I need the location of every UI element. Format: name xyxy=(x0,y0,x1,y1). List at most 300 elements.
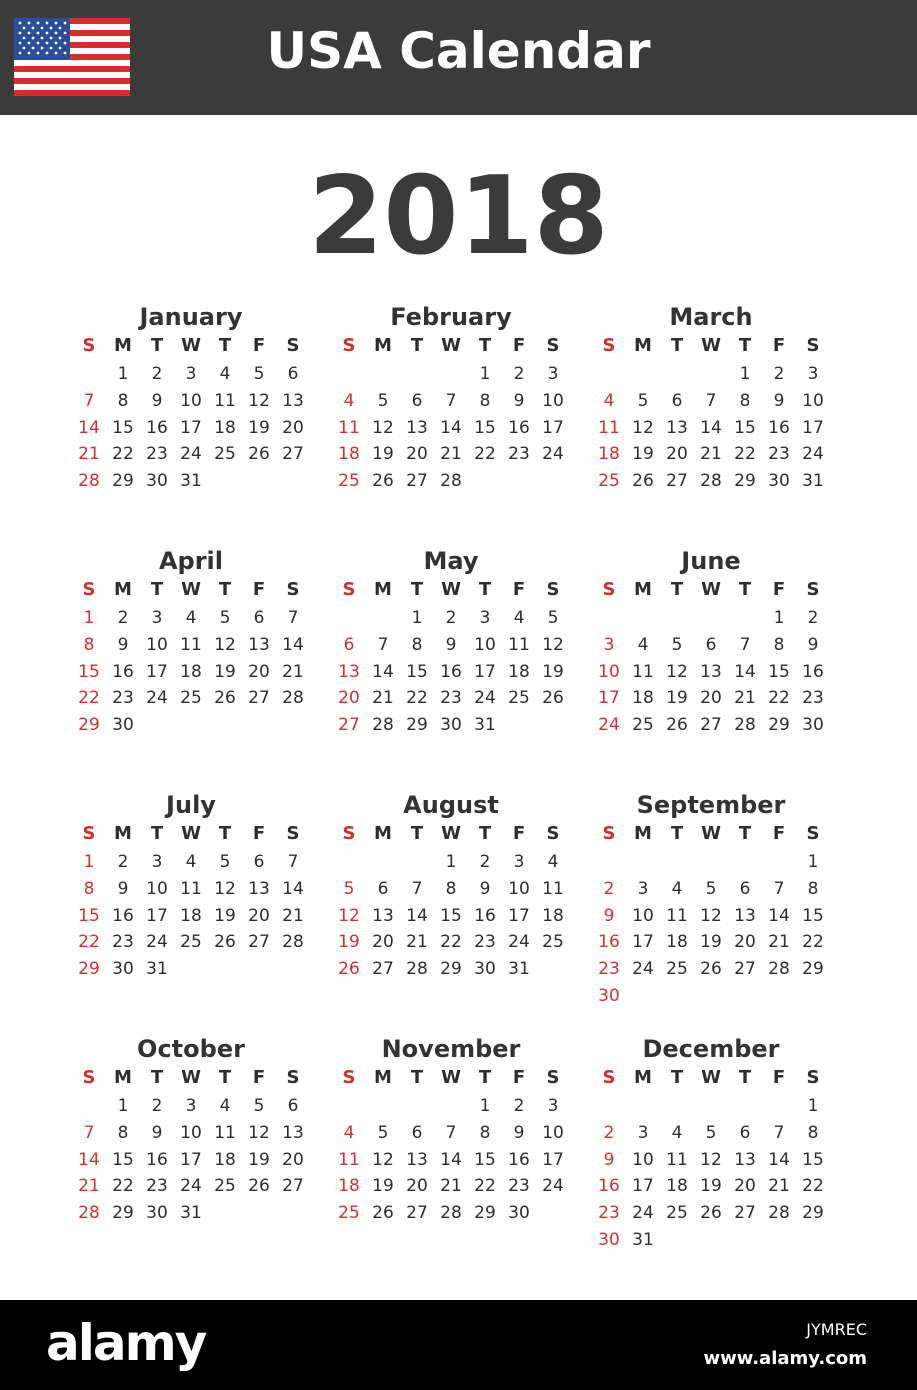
header-bar xyxy=(0,0,917,115)
day-cell: 8 xyxy=(445,878,457,899)
day-cell: 27 xyxy=(734,959,756,980)
day-cell: 10 xyxy=(146,634,168,655)
day-cell: 16 xyxy=(598,1176,620,1197)
weekday-header: S xyxy=(602,335,616,356)
day-cell: 26 xyxy=(632,471,654,492)
day-cell: 30 xyxy=(768,471,790,492)
day-cell: 14 xyxy=(768,905,790,926)
day-cell: 29 xyxy=(440,959,462,980)
weekday-header: S xyxy=(286,823,300,844)
day-cell: 15 xyxy=(802,1149,824,1170)
day-cell: 8 xyxy=(117,390,129,411)
day-cell: 27 xyxy=(666,471,688,492)
day-cell: 1 xyxy=(117,1096,129,1116)
day-cell: 2 xyxy=(807,608,819,628)
day-cell: 25 xyxy=(666,959,688,980)
day-cell: 18 xyxy=(598,444,620,465)
day-cell: 24 xyxy=(474,688,496,709)
day-cell: 7 xyxy=(773,1122,785,1143)
day-cell: 12 xyxy=(248,1122,270,1143)
page-title: USA Calendar xyxy=(266,22,651,80)
empty-day xyxy=(72,1093,106,1120)
day-cell: 7 xyxy=(287,608,299,628)
day-cell: 21 xyxy=(406,932,428,953)
weekday-header: F xyxy=(252,1067,266,1088)
day-cell: 7 xyxy=(705,390,717,411)
day-cell: 23 xyxy=(474,932,496,953)
day-cell: 20 xyxy=(372,932,394,953)
day-cell: 23 xyxy=(146,1176,168,1197)
weekday-header: M xyxy=(634,579,652,600)
day-cell: 28 xyxy=(282,932,304,953)
day-cell: 7 xyxy=(411,878,423,899)
day-cell: 7 xyxy=(287,852,299,872)
day-cell: 18 xyxy=(632,688,654,709)
day-cell: 27 xyxy=(372,959,394,980)
day-cell: 25 xyxy=(508,688,530,709)
empty-day xyxy=(694,605,728,632)
day-grid xyxy=(332,331,570,495)
day-cell: 16 xyxy=(112,905,134,926)
day-cell: 13 xyxy=(406,1149,428,1170)
weekday-header: T xyxy=(410,579,424,600)
day-cell: 2 xyxy=(151,1096,163,1116)
day-cell: 30 xyxy=(508,1203,530,1224)
day-cell: 13 xyxy=(338,661,360,682)
weekday-header: S xyxy=(342,823,356,844)
day-cell: 26 xyxy=(248,444,270,465)
day-cell: 13 xyxy=(282,1122,304,1143)
weekday-header: S xyxy=(806,1067,820,1088)
day-cell: 24 xyxy=(542,444,564,465)
day-cell: 30 xyxy=(146,1203,168,1224)
day-cell: 11 xyxy=(542,878,564,899)
day-cell: 29 xyxy=(112,1203,134,1224)
day-cell: 6 xyxy=(705,634,717,655)
day-cell: 8 xyxy=(411,634,423,655)
weekday-header: W xyxy=(181,579,201,600)
empty-day xyxy=(366,1093,400,1120)
day-cell: 25 xyxy=(214,1176,236,1197)
weekday-header: S xyxy=(602,1067,616,1088)
weekday-header: S xyxy=(546,823,560,844)
empty-day xyxy=(694,1093,728,1120)
weekday-header: W xyxy=(701,579,721,600)
day-cell: 19 xyxy=(214,905,236,926)
empty-day xyxy=(626,1093,660,1120)
day-cell: 8 xyxy=(117,1122,129,1143)
day-cell: 26 xyxy=(372,471,394,492)
day-grid xyxy=(592,331,830,495)
weekday-header: T xyxy=(218,335,232,356)
weekday-header: M xyxy=(634,1067,652,1088)
day-cell: 19 xyxy=(542,661,564,682)
day-cell: 8 xyxy=(739,390,751,411)
day-cell: 16 xyxy=(508,417,530,438)
day-cell: 22 xyxy=(406,688,428,709)
empty-day xyxy=(332,1093,366,1120)
day-cell: 31 xyxy=(508,959,530,980)
day-grid xyxy=(332,819,570,983)
month-name: November xyxy=(381,1035,521,1063)
day-cell: 31 xyxy=(632,1229,654,1250)
day-cell: 10 xyxy=(632,905,654,926)
weekday-header: T xyxy=(478,335,492,356)
day-cell: 31 xyxy=(180,1203,202,1224)
day-cell: 20 xyxy=(666,444,688,465)
day-cell: 1 xyxy=(479,1096,491,1116)
day-cell: 10 xyxy=(146,878,168,899)
day-cell: 24 xyxy=(508,932,530,953)
day-cell: 10 xyxy=(180,1122,202,1143)
day-cell: 24 xyxy=(542,1176,564,1197)
day-cell: 9 xyxy=(603,1149,615,1170)
weekday-header: W xyxy=(701,1067,721,1088)
day-cell: 1 xyxy=(83,608,95,628)
weekday-header: W xyxy=(441,823,461,844)
day-cell: 20 xyxy=(406,1176,428,1197)
day-cell: 10 xyxy=(632,1149,654,1170)
day-cell: 10 xyxy=(474,634,496,655)
day-cell: 26 xyxy=(700,1203,722,1224)
day-cell: 30 xyxy=(802,715,824,736)
weekday-header: M xyxy=(634,823,652,844)
day-cell: 22 xyxy=(734,444,756,465)
day-cell: 1 xyxy=(807,1096,819,1116)
day-cell: 21 xyxy=(282,661,304,682)
empty-day xyxy=(592,849,626,876)
day-cell: 10 xyxy=(598,661,620,682)
day-cell: 17 xyxy=(146,905,168,926)
day-cell: 4 xyxy=(343,390,355,411)
day-cell: 18 xyxy=(338,1176,360,1197)
day-cell: 12 xyxy=(214,634,236,655)
day-cell: 5 xyxy=(253,1096,265,1116)
day-cell: 30 xyxy=(598,1229,620,1250)
day-cell: 29 xyxy=(474,1203,496,1224)
day-cell: 10 xyxy=(542,1122,564,1143)
day-grid xyxy=(72,819,310,983)
day-cell: 12 xyxy=(214,878,236,899)
day-cell: 12 xyxy=(700,1149,722,1170)
day-cell: 12 xyxy=(700,905,722,926)
day-cell: 7 xyxy=(83,1122,95,1143)
weekday-header: T xyxy=(478,1067,492,1088)
day-cell: 29 xyxy=(112,471,134,492)
weekday-header: F xyxy=(512,335,526,356)
day-cell: 24 xyxy=(632,1203,654,1224)
day-cell: 1 xyxy=(807,852,819,872)
day-cell: 18 xyxy=(214,417,236,438)
day-cell: 23 xyxy=(768,444,790,465)
day-cell: 13 xyxy=(248,634,270,655)
day-cell: 12 xyxy=(542,634,564,655)
day-cell: 29 xyxy=(768,715,790,736)
day-cell: 25 xyxy=(214,444,236,465)
day-cell: 11 xyxy=(180,878,202,899)
weekday-header: W xyxy=(441,1067,461,1088)
day-cell: 2 xyxy=(513,364,525,384)
day-cell: 26 xyxy=(666,715,688,736)
day-cell: 20 xyxy=(406,444,428,465)
day-cell: 8 xyxy=(773,634,785,655)
month-name: March xyxy=(669,303,753,331)
day-cell: 21 xyxy=(700,444,722,465)
day-cell: 6 xyxy=(411,390,423,411)
weekday-header: S xyxy=(286,335,300,356)
empty-day xyxy=(762,849,796,876)
day-cell: 4 xyxy=(185,608,197,628)
day-cell: 12 xyxy=(338,905,360,926)
day-cell: 11 xyxy=(508,634,530,655)
image-code: JYMREC xyxy=(806,1320,867,1339)
day-cell: 24 xyxy=(632,959,654,980)
day-cell: 24 xyxy=(802,444,824,465)
weekday-header: F xyxy=(252,823,266,844)
day-cell: 5 xyxy=(343,878,355,899)
weekday-header: T xyxy=(738,579,752,600)
day-cell: 16 xyxy=(508,1149,530,1170)
day-cell: 1 xyxy=(773,608,785,628)
day-cell: 23 xyxy=(598,1203,620,1224)
day-cell: 3 xyxy=(151,852,163,872)
day-cell: 27 xyxy=(282,1176,304,1197)
day-cell: 15 xyxy=(78,905,100,926)
weekday-header: T xyxy=(410,335,424,356)
day-cell: 28 xyxy=(406,959,428,980)
day-cell: 6 xyxy=(253,608,265,628)
month-name: April xyxy=(158,547,224,575)
empty-day xyxy=(332,849,366,876)
weekday-header: S xyxy=(806,579,820,600)
weekday-header: M xyxy=(634,335,652,356)
weekday-header: T xyxy=(410,1067,424,1088)
weekday-header: F xyxy=(252,335,266,356)
day-cell: 3 xyxy=(185,364,197,384)
day-cell: 22 xyxy=(474,1176,496,1197)
empty-day xyxy=(72,361,106,388)
day-cell: 29 xyxy=(406,715,428,736)
weekday-header: W xyxy=(441,579,461,600)
weekday-header: T xyxy=(670,335,684,356)
day-cell: 19 xyxy=(338,932,360,953)
day-cell: 11 xyxy=(632,661,654,682)
weekday-header: S xyxy=(806,823,820,844)
day-cell: 14 xyxy=(78,1149,100,1170)
weekday-header: S xyxy=(546,335,560,356)
day-cell: 3 xyxy=(547,1096,559,1116)
day-cell: 20 xyxy=(700,688,722,709)
day-cell: 26 xyxy=(542,688,564,709)
weekday-header: T xyxy=(150,579,164,600)
day-cell: 18 xyxy=(666,1176,688,1197)
empty-day xyxy=(592,1093,626,1120)
day-cell: 17 xyxy=(146,661,168,682)
weekday-header: T xyxy=(738,1067,752,1088)
day-cell: 17 xyxy=(180,1149,202,1170)
day-cell: 11 xyxy=(214,390,236,411)
weekday-header: F xyxy=(772,1067,786,1088)
weekday-header: T xyxy=(410,823,424,844)
day-cell: 24 xyxy=(180,444,202,465)
empty-day xyxy=(434,1093,468,1120)
day-cell: 5 xyxy=(671,634,683,655)
day-cell: 6 xyxy=(671,390,683,411)
day-cell: 24 xyxy=(598,715,620,736)
day-cell: 1 xyxy=(411,608,423,628)
day-cell: 1 xyxy=(445,852,457,872)
day-cell: 16 xyxy=(802,661,824,682)
day-cell: 23 xyxy=(440,688,462,709)
empty-day xyxy=(434,361,468,388)
day-cell: 29 xyxy=(78,959,100,980)
day-cell: 5 xyxy=(637,390,649,411)
day-cell: 16 xyxy=(440,661,462,682)
day-cell: 9 xyxy=(151,390,163,411)
alamy-logo: alamy xyxy=(46,1314,206,1372)
day-cell: 18 xyxy=(214,1149,236,1170)
day-cell: 26 xyxy=(214,688,236,709)
day-cell: 11 xyxy=(598,417,620,438)
day-cell: 28 xyxy=(78,471,100,492)
day-cell: 27 xyxy=(700,715,722,736)
weekday-header: W xyxy=(181,1067,201,1088)
day-cell: 21 xyxy=(768,932,790,953)
day-cell: 16 xyxy=(146,417,168,438)
empty-day xyxy=(728,849,762,876)
day-cell: 1 xyxy=(117,364,129,384)
day-cell: 9 xyxy=(513,390,525,411)
day-cell: 31 xyxy=(146,959,168,980)
day-cell: 19 xyxy=(666,688,688,709)
day-cell: 2 xyxy=(773,364,785,384)
day-cell: 17 xyxy=(632,1176,654,1197)
day-cell: 21 xyxy=(372,688,394,709)
day-cell: 25 xyxy=(180,932,202,953)
day-cell: 27 xyxy=(248,932,270,953)
day-grid xyxy=(332,575,570,739)
day-cell: 27 xyxy=(734,1203,756,1224)
month-name: May xyxy=(423,547,479,575)
day-grid xyxy=(592,575,830,739)
weekday-header: F xyxy=(772,335,786,356)
day-cell: 23 xyxy=(802,688,824,709)
month-name: February xyxy=(390,303,512,331)
day-cell: 24 xyxy=(146,688,168,709)
day-cell: 28 xyxy=(282,688,304,709)
empty-day xyxy=(626,849,660,876)
weekday-header: M xyxy=(374,1067,392,1088)
day-cell: 15 xyxy=(78,661,100,682)
day-cell: 15 xyxy=(440,905,462,926)
day-cell: 31 xyxy=(180,471,202,492)
day-cell: 20 xyxy=(282,417,304,438)
weekday-header: F xyxy=(512,1067,526,1088)
year-heading: 2018 xyxy=(308,154,609,279)
weekday-header: S xyxy=(602,579,616,600)
day-grid xyxy=(332,1063,570,1227)
day-cell: 21 xyxy=(734,688,756,709)
day-cell: 22 xyxy=(78,932,100,953)
day-cell: 14 xyxy=(734,661,756,682)
empty-day xyxy=(332,361,366,388)
day-cell: 29 xyxy=(802,959,824,980)
day-cell: 22 xyxy=(112,444,134,465)
empty-day xyxy=(400,1093,434,1120)
day-cell: 27 xyxy=(282,444,304,465)
weekday-header: F xyxy=(512,579,526,600)
weekday-header: W xyxy=(701,823,721,844)
day-cell: 11 xyxy=(666,905,688,926)
day-cell: 5 xyxy=(253,364,265,384)
day-cell: 12 xyxy=(632,417,654,438)
day-cell: 21 xyxy=(78,444,100,465)
day-cell: 13 xyxy=(734,1149,756,1170)
empty-day xyxy=(592,605,626,632)
day-cell: 30 xyxy=(112,959,134,980)
day-cell: 16 xyxy=(146,1149,168,1170)
day-cell: 4 xyxy=(637,634,649,655)
day-cell: 25 xyxy=(338,1203,360,1224)
day-cell: 12 xyxy=(248,390,270,411)
day-cell: 26 xyxy=(214,932,236,953)
day-cell: 4 xyxy=(343,1122,355,1143)
day-cell: 26 xyxy=(700,959,722,980)
day-cell: 28 xyxy=(768,959,790,980)
day-cell: 30 xyxy=(112,715,134,736)
weekday-header: F xyxy=(772,823,786,844)
weekday-header: M xyxy=(374,335,392,356)
day-cell: 13 xyxy=(248,878,270,899)
day-cell: 5 xyxy=(219,852,231,872)
day-cell: 3 xyxy=(185,1096,197,1116)
day-cell: 20 xyxy=(734,932,756,953)
day-cell: 28 xyxy=(768,1203,790,1224)
day-cell: 27 xyxy=(406,471,428,492)
weekday-header: F xyxy=(252,579,266,600)
day-cell: 3 xyxy=(151,608,163,628)
empty-day xyxy=(728,605,762,632)
day-cell: 19 xyxy=(214,661,236,682)
empty-day xyxy=(762,1093,796,1120)
day-grid xyxy=(72,331,310,495)
day-cell: 7 xyxy=(773,878,785,899)
month-name: December xyxy=(642,1035,780,1063)
weekday-header: S xyxy=(546,1067,560,1088)
day-cell: 19 xyxy=(632,444,654,465)
day-cell: 9 xyxy=(513,1122,525,1143)
day-cell: 14 xyxy=(78,417,100,438)
day-grid xyxy=(592,1063,830,1254)
weekday-header: M xyxy=(114,1067,132,1088)
day-cell: 9 xyxy=(117,878,129,899)
day-cell: 3 xyxy=(637,1122,649,1143)
day-cell: 11 xyxy=(338,417,360,438)
day-cell: 13 xyxy=(372,905,394,926)
weekday-header: S xyxy=(546,579,560,600)
day-cell: 22 xyxy=(802,932,824,953)
day-cell: 8 xyxy=(479,1122,491,1143)
day-cell: 25 xyxy=(632,715,654,736)
day-cell: 20 xyxy=(282,1149,304,1170)
day-cell: 2 xyxy=(117,608,129,628)
weekday-header: S xyxy=(82,335,96,356)
day-cell: 5 xyxy=(705,878,717,899)
day-cell: 10 xyxy=(180,390,202,411)
day-cell: 4 xyxy=(671,1122,683,1143)
day-cell: 18 xyxy=(338,444,360,465)
day-cell: 26 xyxy=(372,1203,394,1224)
